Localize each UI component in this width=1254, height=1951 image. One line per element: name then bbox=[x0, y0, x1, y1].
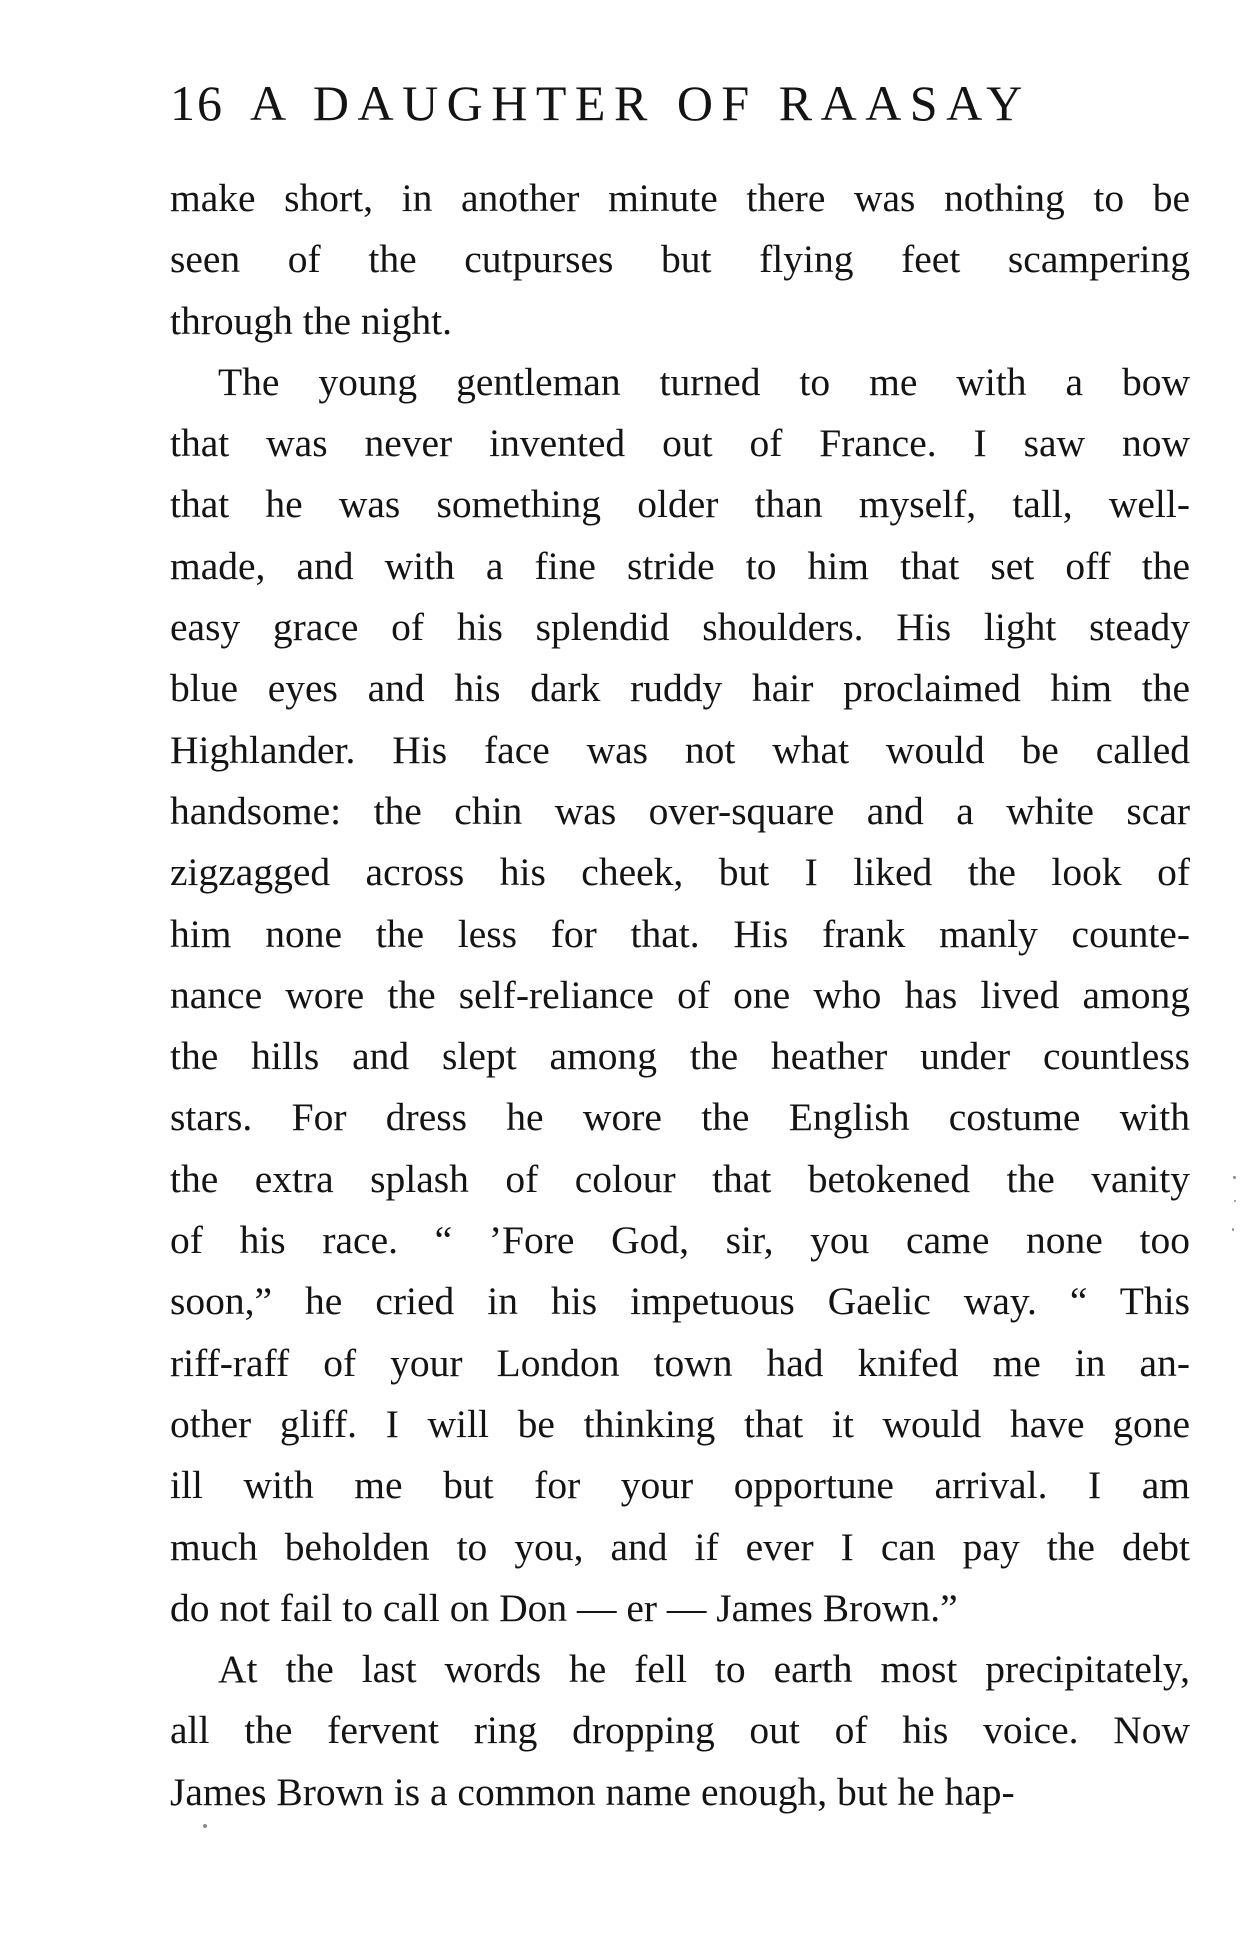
text-line: easy grace of his splendid shoulders. His light steady bbox=[170, 605, 1190, 650]
text-line: make short, in another minute there was nothing to be bbox=[170, 176, 1190, 220]
text-line: the hills and slept among the heather under countless bbox=[170, 1034, 1190, 1079]
print-speck bbox=[1234, 1200, 1236, 1202]
paragraph bbox=[170, 352, 1190, 1639]
page-number: 16 bbox=[170, 75, 224, 131]
text-line: The young gentleman turned to me with a bow bbox=[218, 359, 1190, 404]
text-line: soon,” he cried in his impetuous Gaelic way. “ This bbox=[170, 1279, 1190, 1324]
text-line: him none the less for that. His frank manly counte- bbox=[170, 911, 1190, 956]
text-line: through the night. bbox=[170, 298, 452, 343]
paragraph bbox=[170, 1639, 1190, 1823]
text-line: made, and with a fine stride to him that set off the bbox=[170, 543, 1190, 588]
print-speck bbox=[203, 1824, 207, 1828]
text-line: ill with me but for your opportune arrival. I am bbox=[170, 1463, 1190, 1508]
text-line: nance wore the self-reliance of one who has lived among bbox=[170, 972, 1190, 1017]
running-head bbox=[170, 74, 1190, 144]
text-line: handsome: the chin was over-square and a white scar bbox=[170, 788, 1190, 833]
text-line: zigzagged across his cheek, but I liked the look of bbox=[170, 850, 1190, 895]
text-line: seen of the cutpurses but flying feet scampering bbox=[170, 237, 1190, 282]
paragraph bbox=[170, 168, 1190, 352]
print-speck bbox=[1233, 1176, 1236, 1179]
text-line: James Brown is a common name enough, but he hap- bbox=[170, 1769, 1015, 1814]
text-line: other gliff. I will be thinking that it would have gone bbox=[170, 1401, 1190, 1446]
text-line: of his race. “ ’Fore God, sir, you came none too bbox=[170, 1218, 1190, 1263]
text-line: much beholden to you, and if ever I can pay the debt bbox=[170, 1524, 1190, 1569]
text-line: At the last words he fell to earth most precipitately, bbox=[218, 1647, 1190, 1692]
text-line: that he was something older than myself, tall, well- bbox=[170, 482, 1190, 527]
text-line: do not fail to call on Don — er — James Brown.” bbox=[170, 1585, 958, 1630]
book-title: A DAUGHTER OF RAASAY bbox=[250, 75, 1031, 131]
text-line: that was never invented out of France. I saw now bbox=[170, 421, 1190, 466]
text-line: the extra splash of colour that betokened the vanity bbox=[170, 1156, 1190, 1201]
text-line: stars. For dress he wore the English costume with bbox=[170, 1095, 1190, 1140]
text-line: riff-raff of your London town had knifed me in an- bbox=[170, 1340, 1190, 1385]
text-line: all the fervent ring dropping out of his voice. Now bbox=[170, 1708, 1190, 1753]
print-speck bbox=[1232, 1228, 1234, 1231]
text-line: blue eyes and his dark ruddy hair proclaimed him the bbox=[170, 666, 1190, 711]
text-line: Highlander. His face was not what would be called bbox=[170, 727, 1190, 772]
body-text bbox=[170, 168, 1190, 1823]
